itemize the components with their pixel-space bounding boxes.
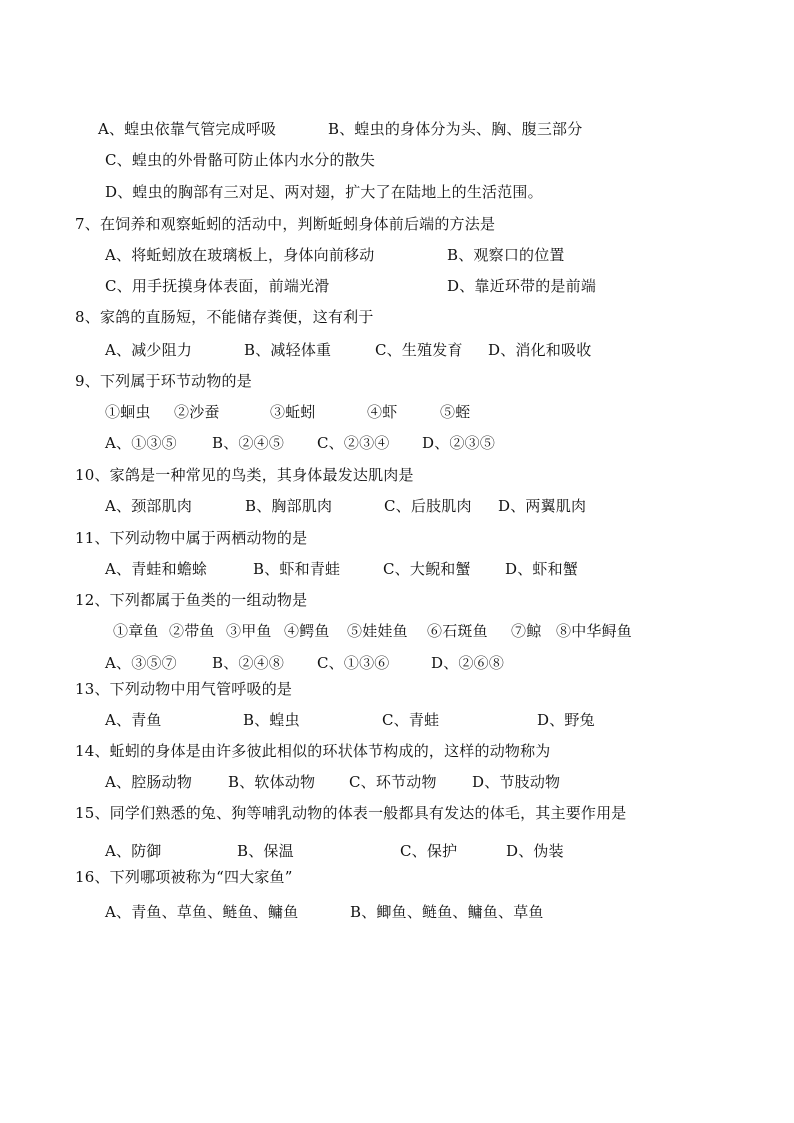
question-14-stem: 14、蚯蚓的身体是由许多彼此相似的环状体节构成的，这样的动物称为 [75, 742, 551, 760]
q8-option-b: B、减轻体重 [244, 341, 332, 359]
q9-item-3: ③蚯蚓 [270, 403, 316, 421]
q9-item-5: ⑤蛭 [440, 403, 471, 421]
q15-option-d: D、伪装 [506, 842, 564, 860]
question-11-stem: 11、下列动物中属于两栖动物的是 [75, 529, 308, 547]
q14-option-c: C、环节动物 [349, 773, 437, 791]
q12-item-1: ①章鱼 [113, 622, 159, 640]
q14-option-a: A、腔肠动物 [105, 773, 193, 791]
q13-option-d: D、野兔 [537, 711, 595, 729]
q9-option-b: B、②④⑤ [212, 434, 285, 452]
q10-option-a: A、颈部肌肉 [105, 497, 193, 515]
q12-option-d: D、②⑥⑧ [431, 654, 505, 672]
q8-option-c: C、生殖发育 [375, 341, 463, 359]
question-10-stem: 10、家鸽是一种常见的鸟类，其身体最发达肌肉是 [75, 466, 414, 484]
q13-option-b: B、蝗虫 [243, 711, 300, 729]
question-7-stem: 7、在饲养和观察蚯蚓的活动中，判断蚯蚓身体前后端的方法是 [75, 215, 496, 233]
q12-item-3: ③甲鱼 [226, 622, 272, 640]
q13-option-c: C、青蛙 [382, 711, 440, 729]
q15-option-c: C、保护 [400, 842, 458, 860]
q12-option-a: A、③⑤⑦ [105, 654, 177, 672]
q9-option-c: C、②③④ [317, 434, 390, 452]
q16-options [105, 902, 544, 982]
q8-option-a: A、减少阻力 [105, 341, 193, 359]
q15-option-a: A、防御 [105, 842, 162, 860]
q12-option-b: B、②④⑧ [212, 654, 285, 672]
q6-option-a: A、蝗虫依靠气管完成呼吸 [98, 120, 277, 138]
q10-option-c: C、后肢肌肉 [384, 497, 472, 515]
question-15-stem: 15、同学们熟悉的兔、狗等哺乳动物的体表一般都具有发达的体毛，其主要作用是 [75, 804, 627, 822]
q7-option-d: D、靠近环带的是前端 [447, 277, 597, 295]
q7-option-b: B、观察口的位置 [447, 246, 565, 264]
q12-item-6: ⑥石斑鱼 [427, 622, 488, 640]
question-8-stem: 8、家鸽的直肠短，不能储存粪便，这有利于 [75, 308, 374, 326]
q9-item-2: ②沙蚕 [174, 403, 220, 421]
q9-option-a: A、①③⑤ [105, 434, 177, 452]
q12-item-7: ⑦鲸 [511, 622, 542, 640]
q11-option-d: D、虾和蟹 [505, 560, 579, 578]
q16-option-b: B、鲫鱼、鲢鱼、鳙鱼、草鱼 [350, 903, 544, 921]
q12-item-2: ②带鱼 [169, 622, 215, 640]
q10-option-d: D、两翼肌肉 [498, 497, 587, 515]
q6-option-b: B、蝗虫的身体分为头、胸、腹三部分 [328, 120, 583, 138]
q6-option-c: C、蝗虫的外骨骼可防止体内水分的散失 [105, 151, 376, 169]
q13-option-a: A、青鱼 [105, 711, 162, 729]
q6-option-d: D、蝗虫的胸部有三对足、两对翅，扩大了在陆地上的生活范围。 [105, 183, 543, 201]
q9-item-1: ①蛔虫 [105, 403, 151, 421]
q9-option-d: D、②③⑤ [422, 434, 496, 452]
q11-option-b: B、虾和青蛙 [253, 560, 341, 578]
q12-item-8: ⑧中华鲟鱼 [556, 622, 633, 640]
q11-option-a: A、青蛙和蟾蜍 [105, 560, 208, 578]
q9-item-4: ④虾 [367, 403, 398, 421]
q15-option-b: B、保温 [237, 842, 294, 860]
question-13-stem: 13、下列动物中用气管呼吸的是 [75, 680, 293, 698]
q12-item-4: ④鳄鱼 [284, 622, 330, 640]
q8-option-d: D、消化和吸收 [488, 341, 592, 359]
q12-option-c: C、①③⑥ [317, 654, 390, 672]
q16-option-a: A、青鱼、草鱼、鲢鱼、鳙鱼 [105, 903, 299, 921]
q14-option-d: D、节肢动物 [472, 773, 561, 791]
q12-item-5: ⑤娃娃鱼 [347, 622, 408, 640]
q14-option-b: B、软体动物 [228, 773, 316, 791]
question-12-stem: 12、下列都属于鱼类的一组动物是 [75, 591, 308, 609]
q7-option-c: C、用手抚摸身体表面，前端光滑 [105, 277, 330, 295]
question-9-stem: 9、下列属于环节动物的是 [75, 372, 252, 390]
q10-option-b: B、胸部肌肉 [245, 497, 333, 515]
question-16-stem: 16、下列哪项被称为“四大家鱼” [75, 868, 293, 886]
q7-option-a: A、将蚯蚓放在玻璃板上，身体向前移动 [105, 246, 375, 264]
q11-option-c: C、大鲵和蟹 [383, 560, 471, 578]
